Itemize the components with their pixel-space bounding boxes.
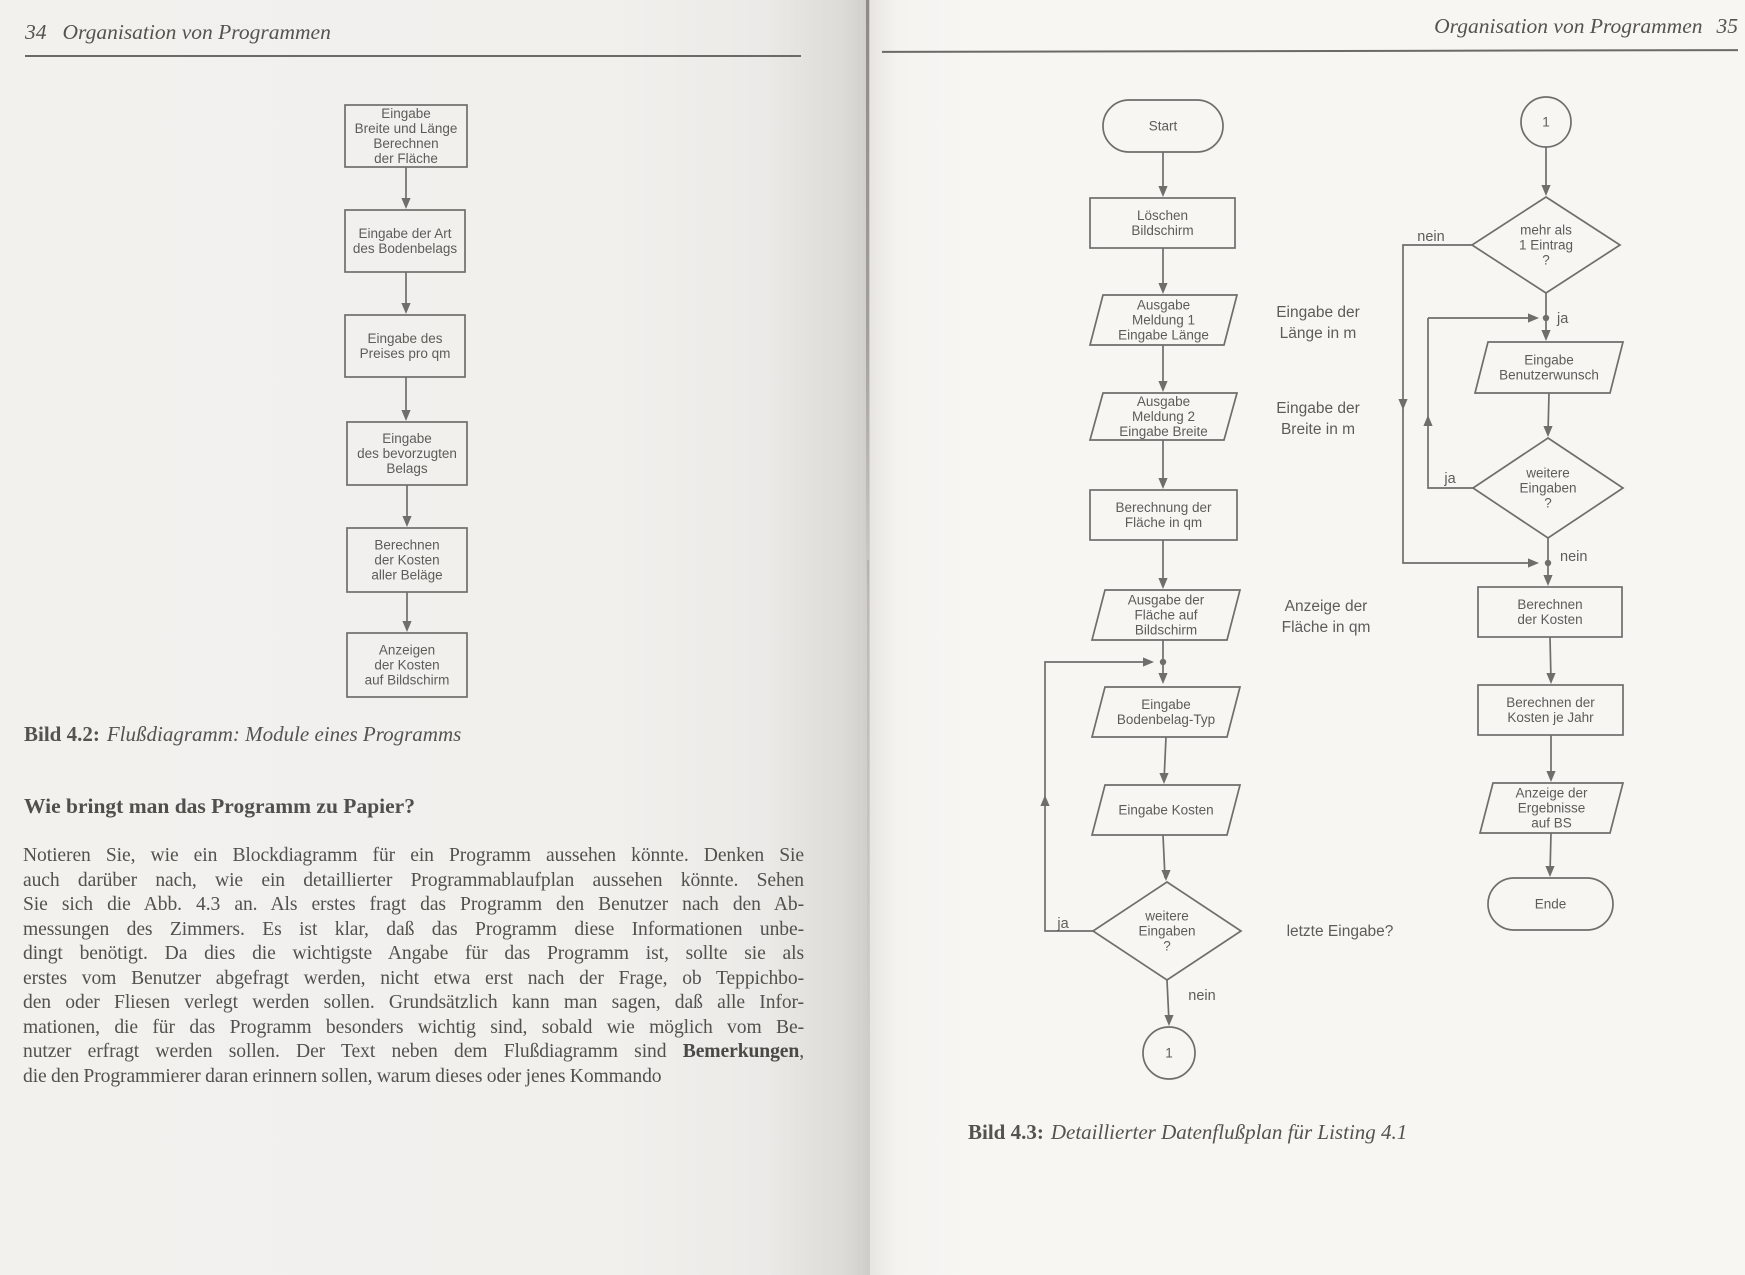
svg-text:Eingaben: Eingaben (1519, 480, 1577, 496)
svg-text:der Kosten: der Kosten (374, 657, 440, 673)
flow-node-f43-kosten (1092, 785, 1240, 835)
figure-4-3-arrowhead-icon (1164, 1015, 1173, 1026)
figure-4-3-arrowhead-icon (1158, 283, 1167, 294)
figure-4-2-arrowhead-icon (401, 410, 410, 421)
svg-text:Fläche in qm: Fläche in qm (1281, 619, 1371, 636)
svg-text:auf BS: auf BS (1531, 815, 1572, 831)
svg-text:Meldung 2: Meldung 2 (1131, 409, 1196, 425)
svg-text:Preises pro qm: Preises pro qm (359, 346, 451, 362)
flow-node-f42-4 (347, 422, 467, 485)
figure-4-3-arrowhead-icon (1143, 657, 1154, 666)
svg-text:Berechnung der: Berechnung der (1115, 500, 1212, 516)
svg-text:Eingabe Breite: Eingabe Breite (1119, 424, 1208, 440)
svg-text:Benutzerwunsch: Benutzerwunsch (1499, 367, 1599, 383)
svg-text:Berechnen: Berechnen (373, 136, 439, 152)
svg-text:des bevorzugten: des bevorzugten (357, 446, 457, 462)
paragraph-line: Sie sich die Abb. 4.3 an. Als erstes fragt das Programm den Benutzer nach den Ab- (23, 894, 804, 916)
paragraph-line: mationen, die für das Programm besonders wichtig sind, sobald wie möglich vom Be- (23, 1016, 804, 1038)
figure-4-3-arrowhead-icon (1398, 399, 1407, 410)
svg-text:Anzeigen: Anzeigen (378, 642, 436, 658)
svg-text:Fläche in qm: Fläche in qm (1124, 515, 1203, 531)
svg-text:der Kosten: der Kosten (1517, 612, 1583, 628)
svg-text:Bodenbelag-Typ: Bodenbelag-Typ (1116, 712, 1216, 728)
svg-text:Belags: Belags (386, 461, 428, 477)
flow-node-f43-conn1b (1521, 97, 1571, 147)
figure-4-2-arrowhead-icon (402, 621, 411, 632)
figure-4-3-arrowhead-icon (1040, 795, 1049, 806)
figure-4-3-arrowhead-icon (1158, 381, 1167, 392)
flow-node-f43-berechnung (1090, 490, 1237, 540)
figure-4-2-arrowhead-icon (401, 303, 410, 314)
svg-text:1 Eintrag: 1 Eintrag (1518, 237, 1574, 253)
flow-node-f43-weitere1 (1093, 882, 1241, 980)
figure-4-3-arrowhead-icon (1161, 870, 1170, 881)
svg-text:Ergebnisse: Ergebnisse (1517, 800, 1586, 816)
svg-text:Ausgabe der: Ausgabe der (1127, 592, 1205, 608)
paragraph-line: die den Programmierer daran erinnern sollen, warum dieses oder jenes Kommando (23, 1065, 662, 1087)
figure-4-2-arrowhead-icon (401, 198, 410, 209)
body-paragraph (23, 845, 804, 1090)
svg-text:Kosten je Jahr: Kosten je Jahr (1507, 710, 1594, 726)
figure-4-3-arrowhead-icon (1158, 673, 1167, 684)
figure-4-3-branch-label: ja (1057, 916, 1069, 932)
svg-text:weitere: weitere (1145, 908, 1189, 924)
svg-text:auf Bildschirm: auf Bildschirm (364, 672, 450, 688)
flow-node-f43-kosten-jahr (1478, 685, 1623, 735)
svg-text:letzte Eingabe?: letzte Eingabe? (1286, 923, 1394, 940)
svg-text:1: 1 (1165, 1045, 1173, 1061)
figure-4-3-annotation (1276, 304, 1360, 342)
figure-4-3-arrowhead-icon (1528, 313, 1539, 322)
section-heading: Wie bringt man das Programm zu Papier? (24, 794, 415, 818)
figure-4-3-arrowhead-icon (1159, 773, 1168, 784)
svg-text:Start: Start (1148, 118, 1178, 134)
figure-4-3-arrowhead-icon (1528, 558, 1539, 567)
figure-4-3-branch-label: nein (1188, 988, 1216, 1004)
svg-text:Eingaben: Eingaben (1138, 923, 1196, 939)
figure-4-3-arrowhead-icon (1543, 426, 1552, 437)
svg-text:?: ? (1544, 495, 1552, 511)
paragraph-line: messungen des Zimmers. Es ist klar, daß das Programm diese Informationen unbe- (23, 918, 804, 940)
figure-4-3-arrowhead-icon (1546, 673, 1555, 684)
figure-4-3-annotation (1287, 923, 1394, 940)
svg-text:Eingabe des: Eingabe des (367, 331, 443, 347)
svg-text:Breite in m: Breite in m (1280, 421, 1356, 438)
flow-node-f43-start (1103, 100, 1223, 152)
figure-4-3-caption-label: Bild 4.3: (968, 1120, 1044, 1144)
flow-node-f43-meldung1 (1090, 295, 1237, 345)
flow-node-f43-conn1a (1143, 1027, 1195, 1079)
figure-4-3-arrowhead-icon (1546, 771, 1555, 782)
svg-text:1: 1 (1542, 114, 1550, 130)
figure-4-3-arrowhead-icon (1541, 330, 1550, 341)
figure-4-3-branch-label: ja (1444, 471, 1456, 487)
svg-text:der Kosten: der Kosten (374, 552, 440, 568)
svg-text:Bildschirm: Bildschirm (1134, 622, 1198, 638)
svg-text:Eingabe: Eingabe (1141, 697, 1191, 713)
flow-node-f43-berechnen-kosten (1478, 587, 1622, 637)
figure-4-3-flow-edge (1045, 662, 1150, 931)
flow-node-f43-meldung2 (1090, 393, 1237, 440)
svg-text:mehr als: mehr als (1520, 222, 1572, 238)
svg-text:Meldung 1: Meldung 1 (1131, 312, 1196, 328)
figure-4-3-arrowhead-icon (1158, 186, 1167, 197)
flow-node-f42-6 (347, 633, 467, 697)
figure-4-3-caption-text: Detaillierter Datenflußplan für Listing 4.1 (1050, 1120, 1408, 1144)
figure-4-3-arrowhead-icon (1545, 866, 1554, 877)
flow-node-f43-ende (1488, 878, 1613, 930)
svg-text:Eingabe Länge: Eingabe Länge (1118, 327, 1209, 343)
figure-4-3-annotation (1276, 400, 1360, 438)
page-number-right: 35 (1716, 14, 1738, 38)
figure-4-3-branch-label: nein (1417, 229, 1445, 245)
running-title-left: Organisation von Programmen (62, 20, 331, 44)
svg-text:Eingabe der: Eingabe der (1276, 304, 1360, 321)
svg-text:Eingabe: Eingabe (382, 431, 432, 447)
svg-text:aller Beläge: aller Beläge (371, 567, 443, 583)
svg-text:Eingabe Kosten: Eingabe Kosten (1118, 802, 1214, 818)
figure-4-3-arrowhead-icon (1158, 578, 1167, 589)
figure-4-3-junction-dot (1160, 659, 1166, 665)
svg-text:Löschen: Löschen (1136, 208, 1189, 224)
flow-node-f43-bodenbelag (1092, 687, 1240, 737)
flow-node-f43-benutzerwunsch (1475, 342, 1623, 393)
paragraph-line: dingt benötigt. Da dies die wichtigste Angabe für das Programm ist, sollte sie als (23, 943, 804, 965)
svg-text:Anzeige der: Anzeige der (1284, 598, 1368, 615)
running-title-right: Organisation von Programmen (1434, 14, 1703, 38)
flow-node-f43-mehrals (1472, 197, 1620, 293)
figure-4-2-caption-text: Flußdiagramm: Module eines Programms (106, 722, 462, 746)
flow-node-f42-3 (345, 315, 465, 377)
svg-text:des Bodenbelags: des Bodenbelags (352, 241, 458, 257)
figure-4-3-arrowhead-icon (1158, 478, 1167, 489)
figure-4-3-branch-label: ja (1557, 311, 1569, 327)
svg-text:Ausgabe: Ausgabe (1136, 297, 1191, 313)
paragraph-line: auch darüber nach, wie ein detaillierter Programmablaufplan aussehen könnte. Sehen (23, 869, 804, 891)
svg-text:?: ? (1542, 252, 1550, 268)
svg-text:Berechnen: Berechnen (1517, 597, 1583, 613)
figure-4-3-branch-label: nein (1560, 549, 1588, 565)
svg-text:Eingabe: Eingabe (1524, 352, 1574, 368)
flow-node-f42-5 (347, 528, 467, 592)
figure-4-3-flow-edge (1428, 318, 1473, 488)
flow-node-f43-anzeige-bs (1480, 783, 1623, 833)
figure-4-3-junction-dot (1545, 560, 1551, 566)
figure-4-3-arrowhead-icon (1543, 575, 1552, 586)
svg-text:Bildschirm: Bildschirm (1131, 223, 1194, 239)
svg-text:Eingabe der: Eingabe der (1276, 400, 1360, 417)
figure-4-3-junction-dot (1543, 315, 1549, 321)
svg-text:?: ? (1163, 938, 1171, 954)
svg-text:Anzeige der: Anzeige der (1515, 785, 1588, 801)
paragraph-line: nutzer erfragt werden sollen. Der Text neben dem Flußdiagramm sind Bemerkungen, (23, 1041, 804, 1063)
svg-text:Eingabe: Eingabe (381, 106, 431, 122)
paragraph-line: Notieren Sie, wie ein Blockdiagramm für ein Programm aussehen könnte. Denken Sie (23, 845, 804, 866)
svg-text:Ausgabe: Ausgabe (1136, 394, 1191, 410)
figure-4-3-annotation (1282, 598, 1371, 636)
figure-4-3-caption (968, 1120, 1407, 1145)
flow-node-f43-ausgabe-flaeche (1092, 590, 1240, 640)
figure-4-2-caption (24, 722, 461, 747)
svg-text:Länge in m: Länge in m (1279, 325, 1357, 342)
page-number-left: 34 (25, 20, 47, 44)
figure-4-3-arrowhead-icon (1423, 415, 1432, 426)
svg-text:Breite und Länge: Breite und Länge (354, 121, 458, 137)
figure-4-2-arrowhead-icon (402, 516, 411, 527)
svg-text:Eingabe der Art: Eingabe der Art (358, 226, 452, 242)
svg-text:der Fläche: der Fläche (374, 151, 438, 167)
svg-text:weitere: weitere (1526, 465, 1570, 481)
flow-node-f43-weitere2 (1473, 438, 1623, 538)
svg-text:Berechnen der: Berechnen der (1506, 695, 1595, 711)
figure-4-3-arrowhead-icon (1541, 185, 1550, 196)
paragraph-line: den oder Fliesen verlegt werden sollen. Grundsätzlich kann man sagen, daß alle Infor- (23, 992, 804, 1014)
flow-node-f42-1 (345, 105, 467, 167)
svg-text:Berechnen: Berechnen (374, 537, 440, 553)
flow-node-f43-loeschen (1090, 198, 1235, 248)
flow-node-f42-2 (345, 210, 465, 272)
paragraph-line: erstes vom Benutzer abgefragt werden, nicht etwa erst nach der Frage, ob Teppichbo- (23, 967, 804, 989)
svg-text:Ende: Ende (1534, 896, 1567, 912)
svg-text:Fläche auf: Fläche auf (1134, 607, 1198, 623)
figure-4-2-caption-label: Bild 4.2: (24, 722, 100, 746)
